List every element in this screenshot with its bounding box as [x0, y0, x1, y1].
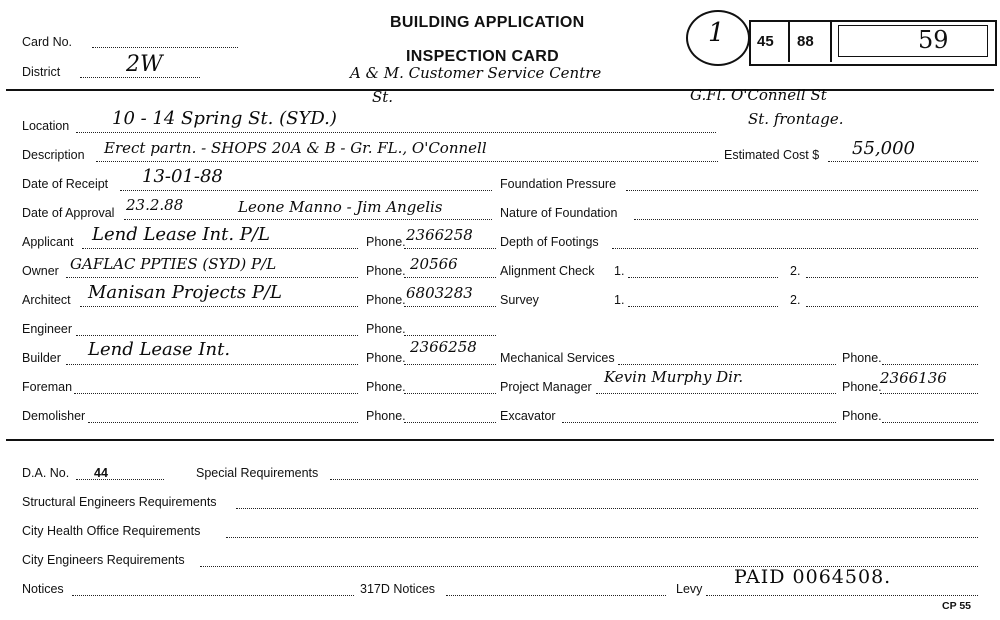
foreman-phone-line: [404, 393, 496, 394]
demolisher-label: Demolisher: [22, 409, 86, 423]
excavator-line: [562, 422, 836, 423]
circled-mark: [686, 10, 750, 66]
engineer-label: Engineer: [22, 322, 73, 336]
excavator-phone-label: Phone.: [842, 409, 882, 423]
card-box-2: 88: [797, 33, 814, 50]
owner-value: GAFLAC PPTIES (SYD) P/L: [70, 255, 277, 273]
foreman-label: Foreman: [22, 380, 73, 394]
city-engineers-label: City Engineers Requirements: [22, 553, 185, 567]
applicant-value: Lend Lease Int. P/L: [92, 224, 270, 245]
date-receipt-value: 13-01-88: [142, 166, 223, 187]
owner-label: Owner: [22, 264, 59, 278]
survey-1: 1.: [614, 293, 625, 307]
card-no-label: Card No.: [22, 35, 73, 49]
builder-label: Builder: [22, 351, 61, 365]
nature-foundation-label: Nature of Foundation: [500, 206, 618, 220]
survey-1-line: [628, 306, 778, 307]
excavator-phone-line: [882, 422, 978, 423]
survey-label: Survey: [500, 293, 539, 307]
notices-317d-label: 317D Notices: [360, 582, 436, 596]
depth-footings-label: Depth of Footings: [500, 235, 599, 249]
date-approval-label: Date of Approval: [22, 206, 115, 220]
applicant-label: Applicant: [22, 235, 74, 249]
survey-2: 2.: [790, 293, 801, 307]
applicant-phone-label: Phone.: [366, 235, 406, 249]
survey-2-line: [806, 306, 978, 307]
mechanical-phone-line: [882, 364, 978, 365]
alignment-check-label: Alignment Check: [500, 264, 595, 278]
location-label: Location: [22, 119, 70, 133]
project-manager-phone-label: Phone.: [842, 380, 882, 394]
alignment-check-1: 1.: [614, 264, 625, 278]
title-line1: BUILDING APPLICATION: [390, 14, 585, 31]
header-divider: [6, 89, 994, 91]
structural-line: [236, 508, 978, 509]
mechanical-services-line: [618, 364, 836, 365]
project-manager-value: Kevin Murphy Dir.: [604, 368, 744, 386]
engineer-phone-label: Phone.: [366, 322, 406, 336]
estimated-cost-line: [828, 161, 978, 162]
card-box-1: 45: [757, 33, 774, 50]
owner-phone-line: [404, 277, 496, 278]
demolisher-phone-label: Phone.: [366, 409, 406, 423]
architect-line: [80, 306, 358, 307]
demolisher-line: [88, 422, 358, 423]
st-note: St.: [372, 88, 394, 106]
builder-phone-line: [404, 364, 496, 365]
card-box-3: 59: [918, 26, 949, 54]
box-divider-1: [788, 22, 790, 62]
form-code: CP 55: [942, 600, 971, 612]
levy-value: PAID 0064508.: [734, 566, 892, 588]
depth-footings-line: [612, 248, 978, 249]
district-value: 2W: [126, 52, 163, 77]
inner-number-box: [838, 25, 988, 57]
health-line: [226, 537, 978, 538]
foundation-pressure-line: [626, 190, 978, 191]
applicant-phone: 2366258: [406, 226, 473, 244]
architect-phone-line: [404, 306, 496, 307]
foreman-line: [74, 393, 358, 394]
owner-line: [66, 277, 358, 278]
foreman-phone-label: Phone.: [366, 380, 406, 394]
project-manager-label: Project Manager: [500, 380, 592, 394]
district-line: [80, 77, 200, 78]
health-label: City Health Office Requirements: [22, 524, 201, 538]
circled-mark-value: 1: [708, 18, 725, 48]
architect-label: Architect: [22, 293, 71, 307]
da-no-value: 44: [94, 466, 108, 480]
alignment-check-1-line: [628, 277, 778, 278]
gfl-note: G.Fl. O'Connell St: [690, 86, 827, 104]
da-no-label: D.A. No.: [22, 466, 70, 480]
architect-phone: 6803283: [406, 284, 473, 302]
owner-phone: 20566: [410, 255, 458, 273]
applicant-phone-line: [404, 248, 496, 249]
architect-value: Manisan Projects P/L: [88, 282, 282, 303]
excavator-label: Excavator: [500, 409, 556, 423]
alignment-check-2: 2.: [790, 264, 801, 278]
project-manager-phone: 2366136: [880, 369, 947, 387]
description-value: Erect partn. - SHOPS 20A & B - Gr. FL., O'Connell: [104, 139, 487, 157]
foundation-pressure-label: Foundation Pressure: [500, 177, 617, 191]
box-divider-2: [830, 22, 832, 62]
date-receipt-line: [120, 190, 492, 191]
mechanical-phone-label: Phone.: [842, 351, 882, 365]
project-manager-phone-line: [880, 393, 978, 394]
applicant-line: [82, 248, 358, 249]
card-no-line: [92, 47, 238, 48]
estimated-cost-value: 55,000: [852, 138, 915, 159]
notices-line: [72, 595, 354, 596]
nature-foundation-line: [634, 219, 978, 220]
location-value: 10 - 14 Spring St. (SYD.): [112, 108, 337, 129]
estimated-cost-label: Estimated Cost $: [724, 148, 820, 162]
notices-317d-line: [446, 595, 666, 596]
demolisher-phone-line: [404, 422, 496, 423]
special-requirements-label: Special Requirements: [196, 466, 319, 480]
date-approval-note: Leone Manno - Jim Angelis: [238, 198, 443, 216]
project-manager-line: [596, 393, 836, 394]
da-no-line: [76, 479, 164, 480]
lower-divider: [6, 439, 994, 441]
date-approval-value: 23.2.88: [126, 196, 184, 214]
builder-value: Lend Lease Int.: [88, 339, 231, 360]
engineer-line: [76, 335, 358, 336]
name-line: A & M. Customer Service Centre: [350, 64, 602, 82]
special-requirements-line: [330, 479, 978, 480]
description-line: [96, 161, 718, 162]
levy-line: [706, 595, 978, 596]
levy-label: Levy: [676, 582, 703, 596]
builder-phone-label: Phone.: [366, 351, 406, 365]
owner-phone-label: Phone.: [366, 264, 406, 278]
location-line: [76, 132, 716, 133]
builder-phone: 2366258: [410, 338, 477, 356]
engineer-phone-line: [404, 335, 496, 336]
builder-line: [66, 364, 358, 365]
title-line2: INSPECTION CARD: [406, 48, 559, 65]
architect-phone-label: Phone.: [366, 293, 406, 307]
district-label: District: [22, 65, 61, 79]
structural-label: Structural Engineers Requirements: [22, 495, 217, 509]
date-approval-line: [124, 219, 492, 220]
location-note: St. frontage.: [748, 110, 844, 128]
mechanical-services-label: Mechanical Services: [500, 351, 615, 365]
description-label: Description: [22, 148, 85, 162]
notices-label: Notices: [22, 582, 64, 596]
date-receipt-label: Date of Receipt: [22, 177, 109, 191]
alignment-check-2-line: [806, 277, 978, 278]
